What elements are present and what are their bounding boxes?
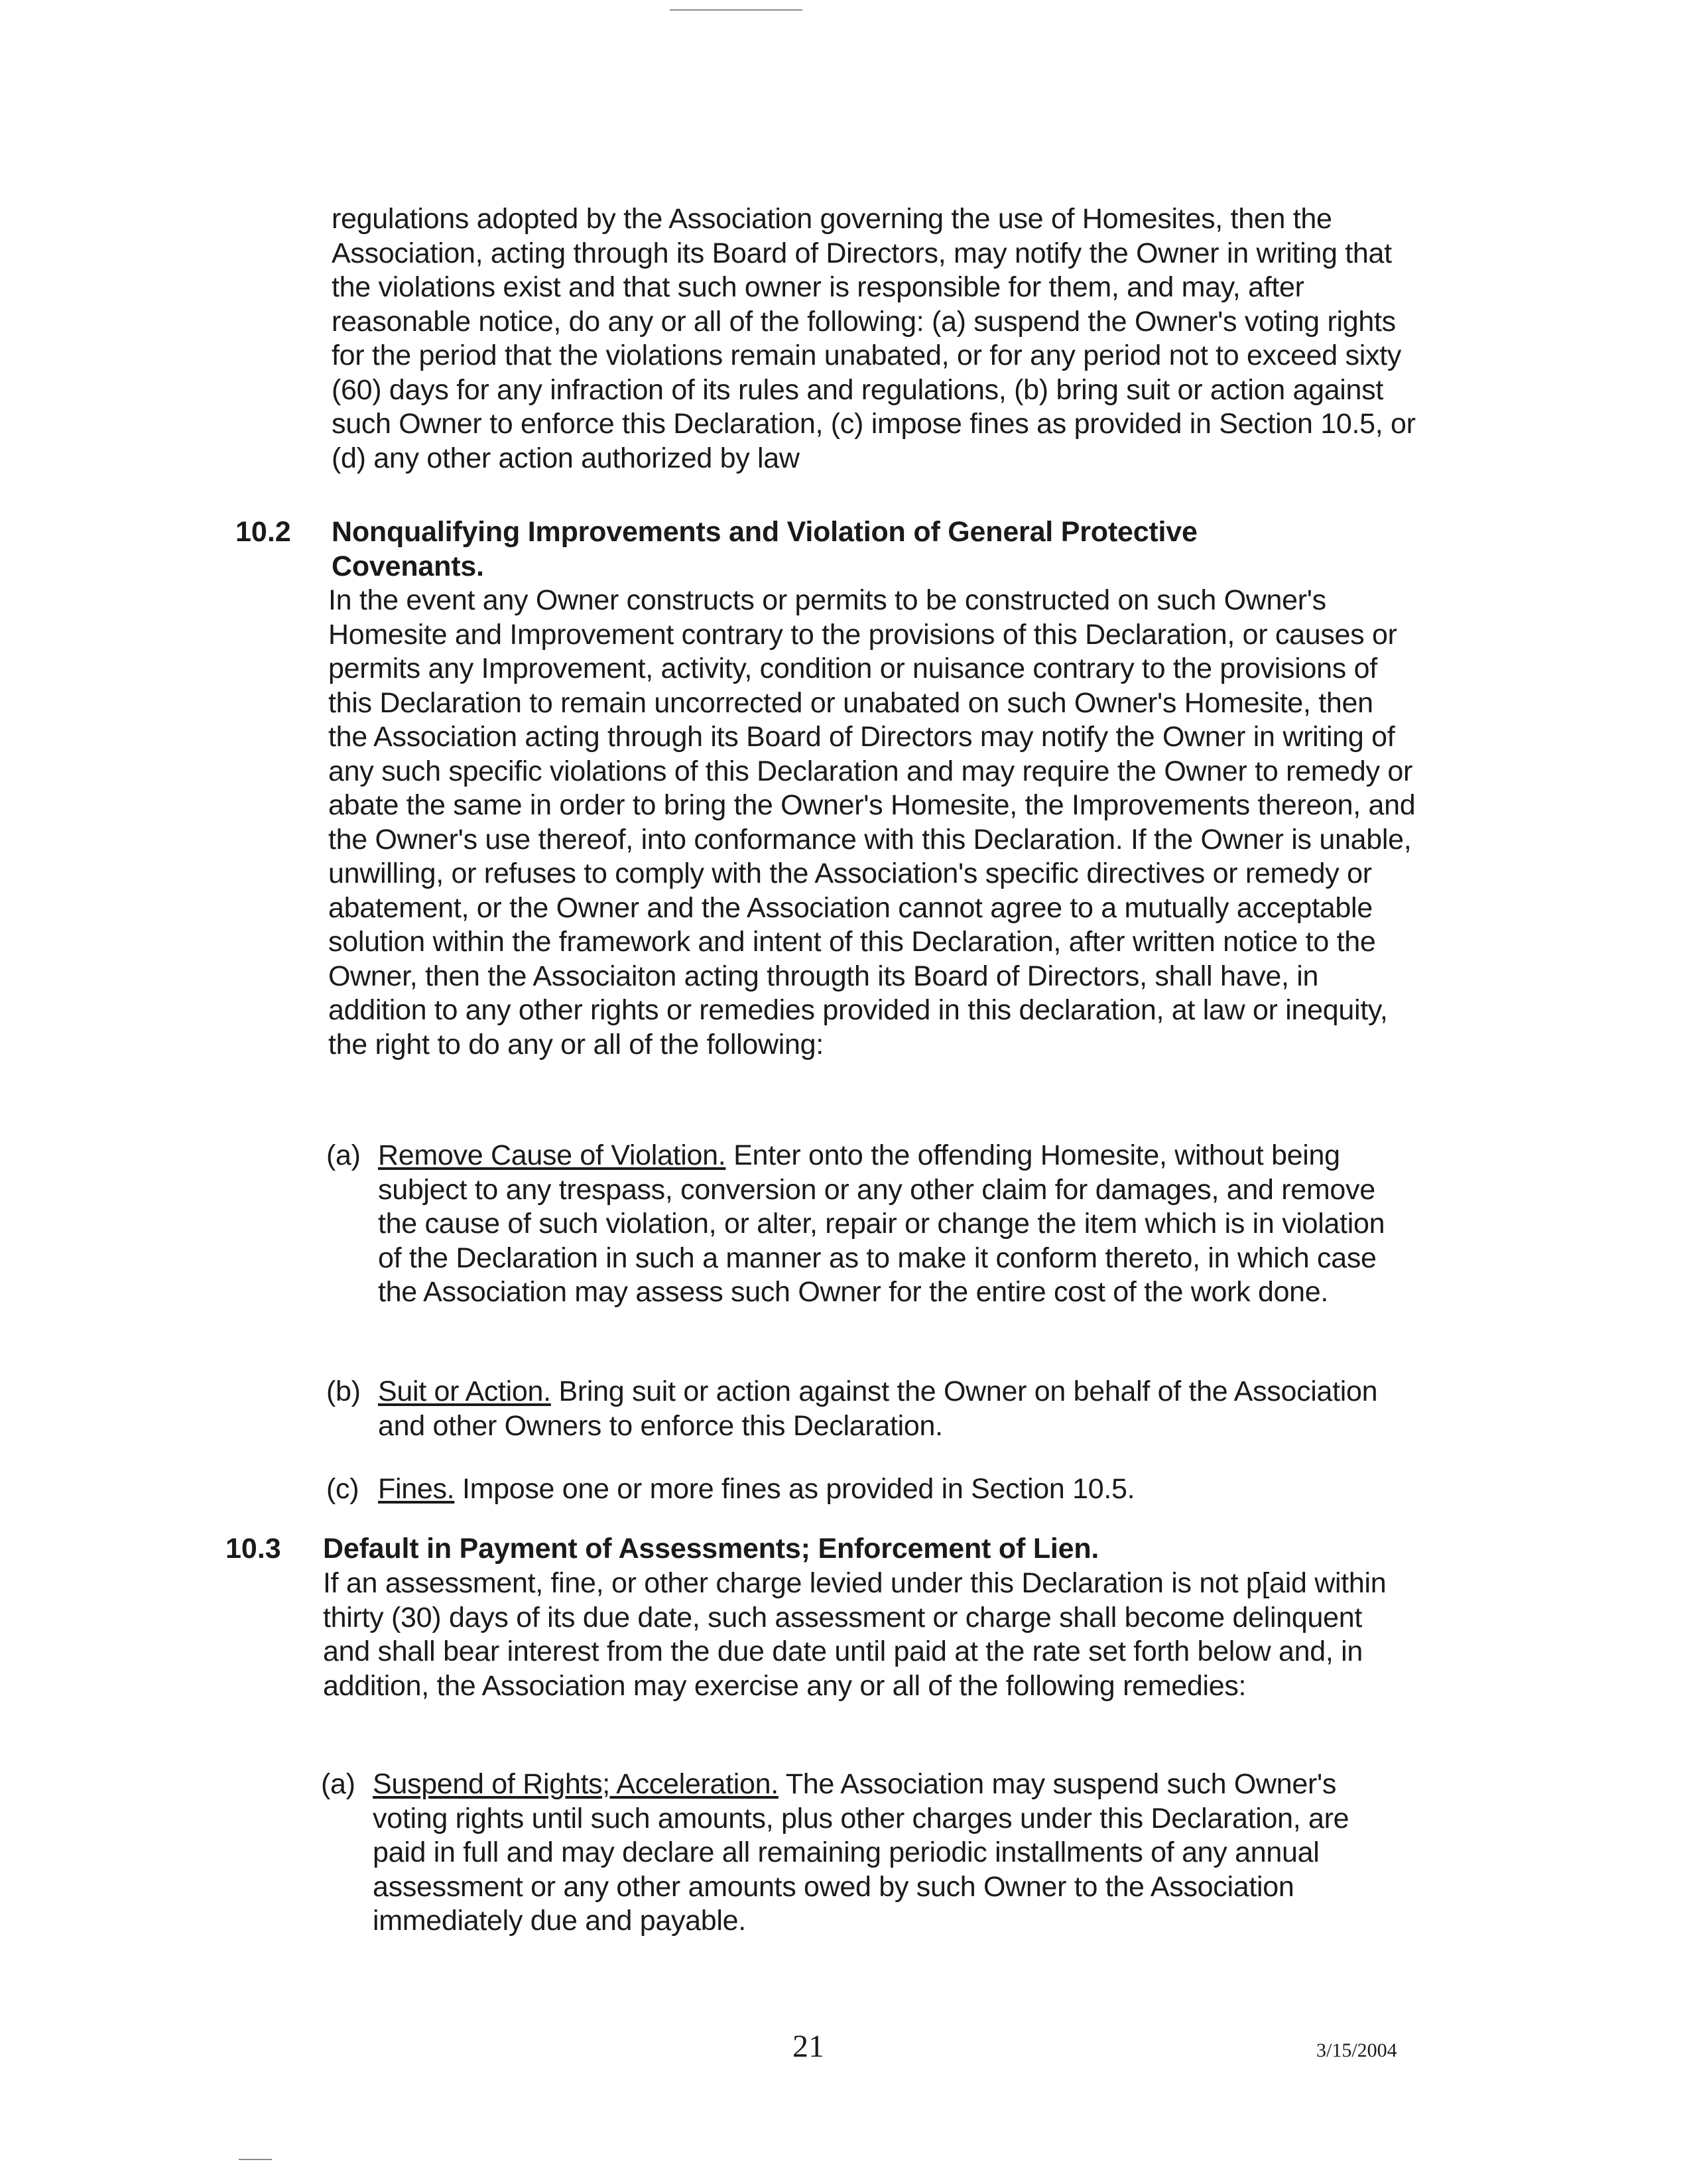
section-10-2-item-b: [326, 1375, 1407, 1448]
item-body: [378, 1375, 1407, 1443]
intro-paragraph: regulations adopted by the Association governing the use of Homesites, then the Association, acting through its Board of Directors, may notify the Owner in writing that the violations exist and that such owner is responsible for them, and may, after reasonable notice, do any or all of the following: (a) suspend the Owner's voting rights for the period that the violations remain unabated, or for any period not to exceed sixty (60) days for any infraction of its rules and regulations, (b) bring suit or action against such Owner to enforce this Declaration, (c) impose fines as provided in Section 10.5, or (d) any other action authorized by law: [332, 203, 1416, 474]
item-text: Impose one or more fines as provided in Section 10.5.: [454, 1473, 1135, 1505]
section-10-2-item-c: [326, 1472, 1407, 1509]
item-marker: (a): [321, 1768, 355, 1800]
section-10-2-body: In the event any Owner constructs or permits to be constructed on such Owner's Homesite and Improvement contrary to the provisions of this Declaration, or causes or permits any Improvement, activity, condition or nuisance contrary to the provisions of this Declaration to remain uncorrected or unabated on such Owner's Homesite, then the Association acting through its Board of Directors may notify the Owner in writing of any such specific violations of this Declaration and may require the Owner to remedy or abate the same in order to bring the Owner's Homesite, the Improvements thereon, and the Owner's use thereof, into conformance with this Declaration. If the Owner is unable, unwilling, or refuses to comply with the Association's specific directives or remedy or abatement, or the Owner and the Association cannot agree to a mutually acceptable solution within the framework and intent of this Declaration, after written notice to the Owner, then the Associaiton acting througth its Board of Directors, shall have, in addition to any other rights or remedies provided in this declaration, at law or inequity, the right to do any or all of the following:: [328, 584, 1416, 1060]
item-heading: Remove Cause of Violation.: [378, 1139, 726, 1171]
item-body: [378, 1139, 1407, 1310]
section-10-3-item-a: [321, 1767, 1395, 1947]
item-text: Bring suit or action against the Owner on behalf of the Association and other Owners to enforce this Declaration.: [378, 1376, 1378, 1442]
section-10-2-item-a: [326, 1139, 1407, 1351]
item-marker: (c): [326, 1473, 359, 1505]
item-heading: Fines.: [378, 1473, 455, 1505]
section-10-3-number: 10.3: [225, 1533, 281, 1565]
item-heading: Suit or Action.: [378, 1376, 551, 1407]
item-heading: Suspend of Rights; Acceleration.: [373, 1768, 779, 1800]
section-10-3-title: Default in Payment of Assessments; Enforcement of Lien.: [323, 1533, 1099, 1565]
item-marker: (a): [326, 1139, 361, 1171]
page-number: 21: [792, 2029, 824, 2064]
item-text: The Association may suspend such Owner's voting rights until such amounts, plus other charges under this Declaration, are paid in full and may declare all remaining periodic installments of any annual assessment or any other amounts owed by such Owner to the Association immediately due and payable.: [373, 1768, 1349, 1937]
scan-artifact-bottom: [239, 2159, 272, 2160]
item-marker: (b): [326, 1376, 361, 1407]
item-text: Enter onto the offending Homesite, without being subject to any trespass, conversion or any other claim for damages, and remove the cause of such violation, or alter, repair or change the item which is in violation of the Declaration in such a manner as to make it conform thereto, in which case the Association may assess such Owner for the entire cost of the work done.: [378, 1139, 1385, 1308]
item-body: [378, 1472, 1407, 1507]
item-body: [373, 1767, 1395, 1939]
scan-artifact-top: [670, 9, 802, 11]
document-date: 3/15/2004: [1316, 2039, 1397, 2061]
section-10-2-title: Nonqualifying Improvements and Violation of General Protective Covenants.: [332, 516, 1198, 582]
section-10-2-number: 10.2: [235, 516, 291, 548]
section-10-3-body: If an assessment, fine, or other charge levied under this Declaration is not p[aid within thirty (30) days of its due date, such assessment or charge shall become delinquent and shall bear interest from the due date until paid at the rate set forth below and, in addition, the Association may exercise any or all of the following remedies:: [323, 1567, 1387, 1702]
